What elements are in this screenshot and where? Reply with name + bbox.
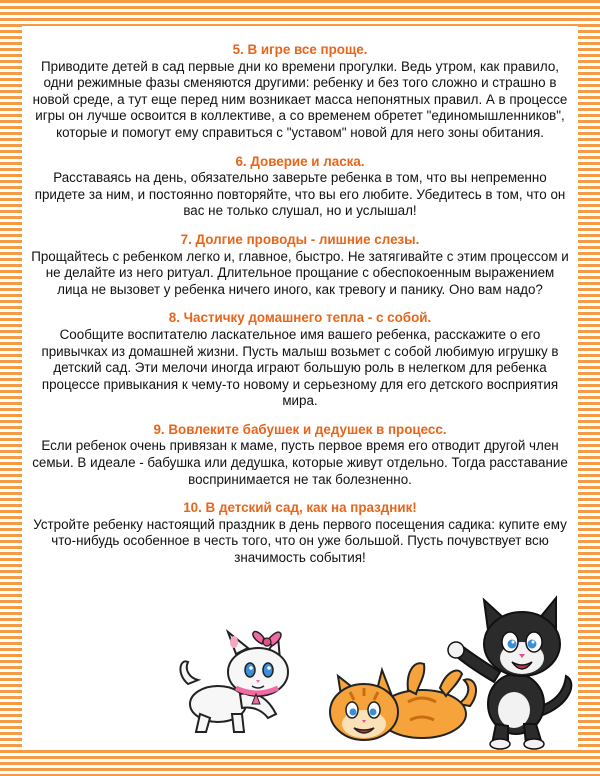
tip-text: Сообщите воспитателю ласкательное имя вашего ребенка, расскажите о его привычках из домашней жизни. Пусть малыш возьмет с собой любимую игрушку в детский сад. Эти мелочи иногда играют большую роль в нелегком для ребенка процессе привыкания к чему-то новому и серьезному для его детского восприятия мира. <box>41 326 559 409</box>
tip-text: Прощайтесь с ребенком легко и, главное, быстро. Не затягивайте с этим процессом и не делайте из него ритуал. Длительное прощание с обеспокоенным выражением лица не вызовет у ребенка ничего иного, как тревогу и панику. Оно вам надо? <box>31 248 569 297</box>
tip-text: Если ребенок очень привязан к маме, пусть первое время его отводит другой член семьи. В идеале - бабушка или дедушка, которые живут отдельно. Тогда расставание воспринимается не так болезненно. <box>32 438 568 487</box>
tip-text: Устройте ребенку настоящий праздник в день первого посещения садика: купите ему что-нибудь особенное в честь того, что он уже большой. Пусть почувствует всю значимость события! <box>33 516 567 566</box>
tip-text: Расставаясь на день, обязательно заверьте ребенка в том, что вы непременно придете за ним, и постоянно повторяйте, что вы его любите. Убедитесь в том, что он вас не только слушал, но и услышал! <box>34 170 566 219</box>
tip-section-6 <box>22 154 578 220</box>
tip-heading: 7. Долгие проводы - лишние слезы. <box>180 231 420 247</box>
tip-heading: 8. Частичку домашнего тепла - с собой. <box>168 310 432 326</box>
tip-text: Приводите детей в сад первые дни ко времени прогулки. Ведь утром, как правило, одни режимные фазы сменяются другими: ребенку и без того сложно и страшно в новой среде, а тут еще перед ним возникает масса непонятных правил. А в процессе игры он лучше освоится в коллективе, а со временем обретет "единомышленников", которые и помогут ему справиться с "уставом" новой для него зоны обитания. <box>32 58 568 140</box>
article-content <box>22 42 578 579</box>
black-kitten-illustration <box>430 586 580 750</box>
page-panel <box>22 26 578 750</box>
tip-section-5 <box>22 42 578 142</box>
tip-section-7 <box>22 232 578 298</box>
tip-section-8 <box>22 310 578 410</box>
tip-heading: 5. В игре все проще. <box>232 42 368 57</box>
tip-heading: 6. Доверие и ласка. <box>235 153 365 169</box>
tip-section-9 <box>22 422 578 488</box>
tip-section-10 <box>22 500 578 566</box>
white-kitten-illustration <box>176 614 301 738</box>
tip-heading: 10. В детский сад, как на праздник! <box>183 500 417 516</box>
tip-heading: 9. Вовлеките бабушек и дедушек в процесс. <box>153 421 447 437</box>
